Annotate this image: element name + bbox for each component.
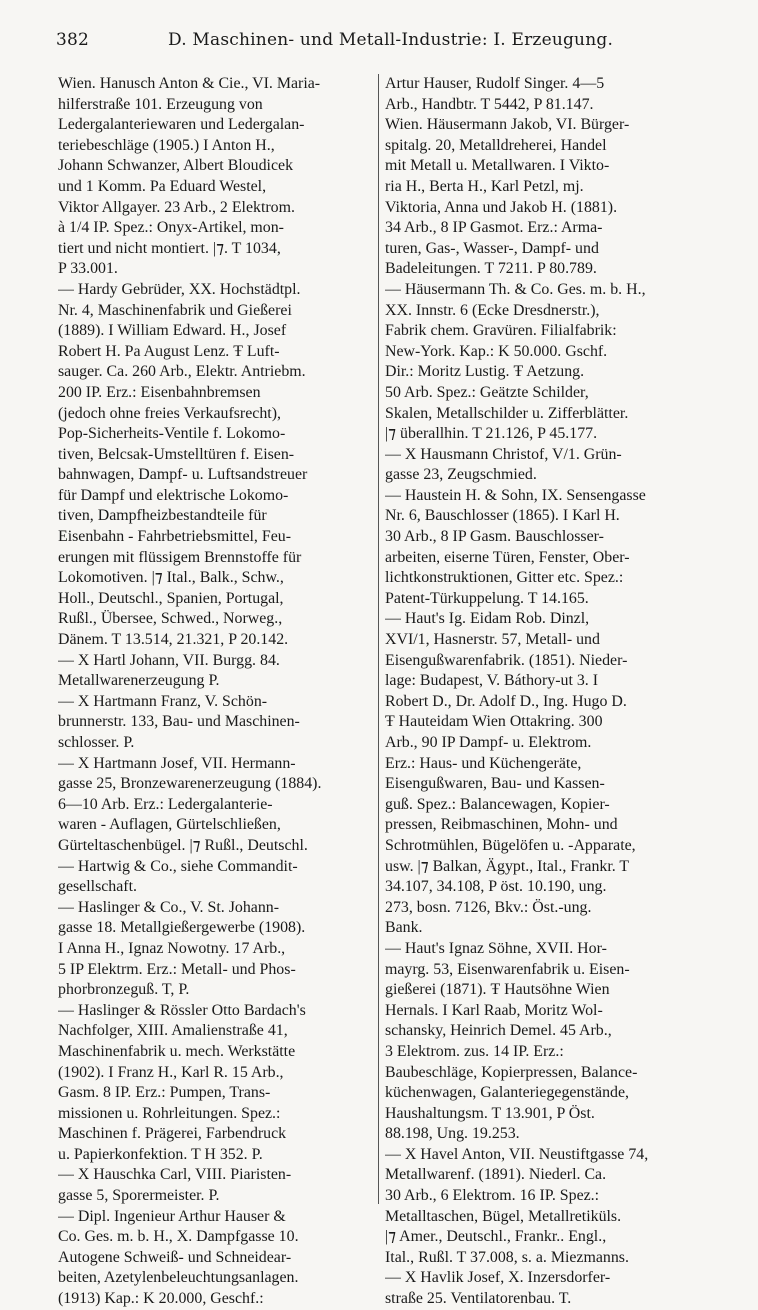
- text-line: 5 IP Elektrm. Erz.: Metall- und Phos-: [58, 960, 296, 978]
- text-line: Robert D., Dr. Adolf D., Ing. Hugo D.: [385, 692, 627, 710]
- text-line: u. Papierkonfektion. T H 352. P.: [58, 1145, 263, 1163]
- text-line: — Hartwig & Co., siehe Commandit-: [58, 857, 298, 875]
- text-line: Lokomotiven. |⁊ Ital., Balk., Schw.,: [58, 569, 284, 587]
- text-line: Ŧ Hauteidam Wien Ottakring. 300: [385, 713, 603, 731]
- text-line: usw. |⁊ Balkan, Ägypt., Ital., Frankr. T: [385, 857, 630, 875]
- text-line: arbeiten, eiserne Türen, Fenster, Ober-: [385, 548, 630, 566]
- text-line: sauger. Ca. 260 Arb., Elektr. Antriebm.: [58, 363, 306, 381]
- text-line: gasse 23, Zeugschmied.: [385, 466, 537, 484]
- text-line: 3 Elektrom. zus. 14 IP. Erz.:: [385, 1042, 564, 1060]
- running-title: D. Maschinen- und Metall-Industrie: I. Erzeugung.: [168, 30, 614, 50]
- text-line: Gürteltaschenbügel. |⁊ Rußl., Deutschl.: [58, 836, 308, 854]
- text-line: gießerei (1871). Ŧ Hautsöhne Wien: [385, 981, 610, 999]
- text-line: tiven, Dampfheizbestandteile für: [58, 507, 267, 525]
- text-line: gesellschaft.: [58, 878, 137, 896]
- text-line: Schrotmühlen, Bügelöfen u. -Apparate,: [385, 836, 636, 854]
- text-line: — Hardy Gebrüder, XX. Hochstädtpl.: [58, 280, 301, 298]
- column-divider: [378, 74, 379, 1204]
- page-number: 382: [56, 30, 90, 50]
- text-line: Dänem. T 13.514, 21.321, P 20.142.: [58, 631, 289, 649]
- text-line: (1889). I William Edward. H., Josef: [58, 322, 287, 340]
- text-line: Nachfolger, XIII. Amalienstraße 41,: [58, 1022, 288, 1040]
- text-line: Ital., Rußl. T 37.008, s. a. Miezmanns.: [385, 1248, 629, 1266]
- text-line: Metalltaschen, Bügel, Metallretiküls.: [385, 1207, 622, 1225]
- text-line: brunnerstr. 133, Bau- und Maschinen-: [58, 713, 300, 731]
- text-line: hilferstraße 101. Erzeugung von: [58, 95, 263, 113]
- text-line: à 1/4 IP. Spez.: Onyx-Artikel, mon-: [58, 219, 284, 237]
- text-line: lichtkonstruktionen, Gitter etc. Spez.:: [385, 569, 624, 587]
- text-line: — X Havel Anton, VII. Neustiftgasse 74,: [385, 1145, 649, 1163]
- text-line: bahnwagen, Dampf- u. Luftsandstreuer: [58, 466, 308, 484]
- text-line: turen, Gas-, Wasser-, Dampf- und: [385, 239, 599, 257]
- text-line: tiert und nicht montiert. |⁊. T 1034,: [58, 239, 281, 257]
- text-line: Robert H. Pa August Lenz. Ŧ Luft-: [58, 342, 280, 360]
- text-line: Autogene Schweiß- und Schneidear-: [58, 1248, 292, 1266]
- right-column: [385, 74, 715, 1308]
- text-line: gasse 18. Metallgießergewerbe (1908).: [58, 919, 306, 937]
- text-line: Metallwarenf. (1891). Niederl. Ca.: [385, 1166, 607, 1184]
- text-line: Maschinen f. Prägerei, Farbendruck: [58, 1125, 287, 1143]
- text-line: — Haslinger & Rössler Otto Bardach's: [58, 1001, 306, 1019]
- text-line: Viktoria, Anna und Jakob H. (1881).: [385, 198, 618, 216]
- text-line: 34.107, 34.108, P öst. 10.190, ung.: [385, 878, 607, 896]
- text-line: tiven, Belcsak-Umstelltüren f. Eisen-: [58, 445, 295, 463]
- text-line: spitalg. 20, Metalldreherei, Handel: [385, 136, 607, 154]
- text-line: Skalen, Metallschilder u. Zifferblätter.: [385, 404, 629, 422]
- text-line: — X Hauschka Carl, VIII. Piaristen-: [58, 1166, 292, 1184]
- text-line: Fabrik chem. Gravüren. Filialfabrik:: [385, 322, 617, 340]
- text-line: — Dipl. Ingenieur Arthur Hauser &: [58, 1207, 286, 1225]
- text-line: |⁊ Amer., Deutschl., Frankr.. Engl.,: [385, 1228, 607, 1246]
- text-line: — X Hartl Johann, VII. Burgg. 84.: [58, 651, 280, 669]
- text-line: Dir.: Moritz Lustig. Ŧ Aetzung.: [385, 363, 585, 381]
- text-line: Nr. 6, Bauschlosser (1865). I Karl H.: [385, 507, 620, 525]
- text-line: P 33.001.: [58, 260, 118, 278]
- text-line: Johann Schwanzer, Albert Bloudicek: [58, 157, 294, 175]
- text-line: schlosser. P.: [58, 734, 135, 751]
- text-line: teriebeschläge (1905.) I Anton H.,: [58, 136, 275, 154]
- text-line: 273, bosn. 7126, Bkv.: Öst.-ung.: [385, 898, 592, 916]
- text-line: Metallwarenerzeugung P.: [58, 672, 220, 690]
- page-header: [56, 30, 718, 60]
- text-line: — X Hausmann Christof, V/1. Grün-: [385, 445, 622, 463]
- text-line: — Häusermann Th. & Co. Ges. m. b. H.,: [385, 280, 646, 298]
- text-line: Nr. 4, Maschinenfabrik und Gießerei: [58, 301, 292, 319]
- text-line: — Haut's Ig. Eidam Rob. Dinzl,: [385, 610, 590, 628]
- text-line: Erz.: Haus- und Küchengeräte,: [385, 754, 582, 772]
- text-line: New-York. Kap.: K 50.000. Gschf.: [385, 342, 608, 360]
- text-line: ria H., Berta H., Karl Petzl, mj.: [385, 177, 584, 195]
- text-line: mit Metall u. Metallwaren. I Vikto-: [385, 157, 610, 175]
- text-line: Gasm. 8 IP. Erz.: Pumpen, Trans-: [58, 1084, 271, 1102]
- text-line: Viktor Allgayer. 23 Arb., 2 Elektrom.: [58, 198, 295, 216]
- text-line: Artur Hauser, Rudolf Singer. 4—5: [385, 75, 605, 92]
- text-line: phorbronzeguß. T, P.: [58, 981, 190, 999]
- text-line: schansky, Heinrich Demel. 45 Arb.,: [385, 1022, 612, 1040]
- text-line: — X Hartmann Franz, V. Schön-: [58, 692, 268, 710]
- text-line: Patent-Türkuppelung. T 14.165.: [385, 589, 589, 607]
- text-line: lage: Budapest, V. Báthory-ut 3. I: [385, 672, 599, 690]
- text-line: Arb., Handbtr. T 5442, P 81.147.: [385, 95, 594, 113]
- text-line: Pop-Sicherheits-Ventile f. Lokomo-: [58, 425, 286, 443]
- text-line: — Haut's Ignaz Söhne, XVII. Hor-: [385, 939, 607, 957]
- text-line: beiten, Azetylenbeleuchtungsanlagen.: [58, 1269, 299, 1287]
- text-line: 30 Arb., 8 IP Gasm. Bauschlosser-: [385, 528, 604, 546]
- text-line: Haushaltungsm. T 13.901, P Öst.: [385, 1104, 595, 1122]
- text-line: 50 Arb. Spez.: Geätzte Schilder,: [385, 383, 589, 401]
- text-line: 34 Arb., 8 IP Gasmot. Erz.: Arma-: [385, 219, 603, 237]
- text-line: pressen, Reibmaschinen, Mohn- und: [385, 816, 618, 834]
- text-line: Hernals. I Karl Raab, Moritz Wol-: [385, 1001, 603, 1019]
- text-line: missionen u. Rohrleitungen. Spez.:: [58, 1104, 281, 1122]
- text-line: (1902). I Franz H., Karl R. 15 Arb.,: [58, 1063, 284, 1081]
- text-line: 200 IP. Erz.: Eisenbahnbremsen: [58, 383, 261, 401]
- text-line: — Haustein H. & Sohn, IX. Sensengasse: [385, 486, 646, 504]
- text-line: Wien. Häusermann Jakob, VI. Bürger-: [385, 116, 630, 134]
- text-line: 30 Arb., 6 Elektrom. 16 IP. Spez.:: [385, 1187, 600, 1205]
- text-line: (1913) Kap.: K 20.000, Geschf.:: [58, 1290, 264, 1308]
- text-line: waren - Auflagen, Gürtelschließen,: [58, 816, 281, 834]
- text-line: guß. Spez.: Balancewagen, Kopier-: [385, 795, 610, 813]
- text-line: gasse 5, Sporermeister. P.: [58, 1187, 220, 1205]
- text-line: Co. Ges. m. b. H., X. Dampfgasse 10.: [58, 1228, 299, 1246]
- text-line: Rußl., Übersee, Schwed., Norweg.,: [58, 610, 283, 628]
- left-column: [58, 74, 372, 1308]
- text-line: Baubeschläge, Kopierpressen, Balance-: [385, 1063, 638, 1081]
- text-line: und 1 Komm. Pa Eduard Westel,: [58, 177, 267, 195]
- text-line: straße 25. Ventilatorenbau. T.: [385, 1290, 572, 1308]
- text-line: Ledergalanteriewaren und Ledergalan-: [58, 116, 305, 134]
- text-line: 6—10 Arb. Erz.: Ledergalanterie-: [58, 795, 273, 813]
- text-line: Holl., Deutschl., Spanien, Portugal,: [58, 589, 284, 607]
- text-line: Maschinenfabrik u. mech. Werkstätte: [58, 1042, 296, 1060]
- text-line: Eisengußwarenfabrik. (1851). Nieder-: [385, 651, 628, 669]
- text-line: 88.198, Ung. 19.253.: [385, 1125, 520, 1143]
- text-line: |⁊ überallhin. T 21.126, P 45.177.: [385, 425, 598, 443]
- text-line: küchenwagen, Galanteriegegenstände,: [385, 1084, 629, 1102]
- text-line: Arb., 90 IP Dampf- u. Elektrom.: [385, 734, 592, 751]
- text-line: Eisengußwaren, Bau- und Kassen-: [385, 775, 605, 793]
- text-line: (jedoch ohne freies Verkaufsrecht),: [58, 404, 281, 422]
- text-line: Wien. Hanusch Anton & Cie., VI. Maria-: [58, 75, 321, 92]
- text-line: XX. Innstr. 6 (Ecke Dresdnerstr.),: [385, 301, 600, 319]
- text-line: Badeleitungen. T 7211. P 80.789.: [385, 260, 597, 278]
- text-line: gasse 25, Bronzewarenerzeugung (1884).: [58, 775, 322, 793]
- text-line: Bank.: [385, 919, 423, 937]
- text-line: mayrg. 53, Eisenwarenfabrik u. Eisen-: [385, 960, 630, 978]
- text-line: I Anna H., Ignaz Nowotny. 17 Arb.,: [58, 939, 286, 957]
- text-line: XVI/1, Hasnerstr. 57, Metall- und: [385, 631, 600, 649]
- text-line: — X Hartmann Josef, VII. Hermann-: [58, 754, 296, 772]
- text-line: — Haslinger & Co., V. St. Johann-: [58, 898, 280, 916]
- text-line: für Dampf und elektrische Lokomo-: [58, 486, 289, 504]
- text-line: — X Havlik Josef, X. Inzersdorfer-: [385, 1269, 611, 1287]
- text-line: erungen mit flüssigem Brennstoffe für: [58, 548, 302, 566]
- text-line: Eisenbahn - Fahrbetriebsmittel, Feu-: [58, 528, 292, 546]
